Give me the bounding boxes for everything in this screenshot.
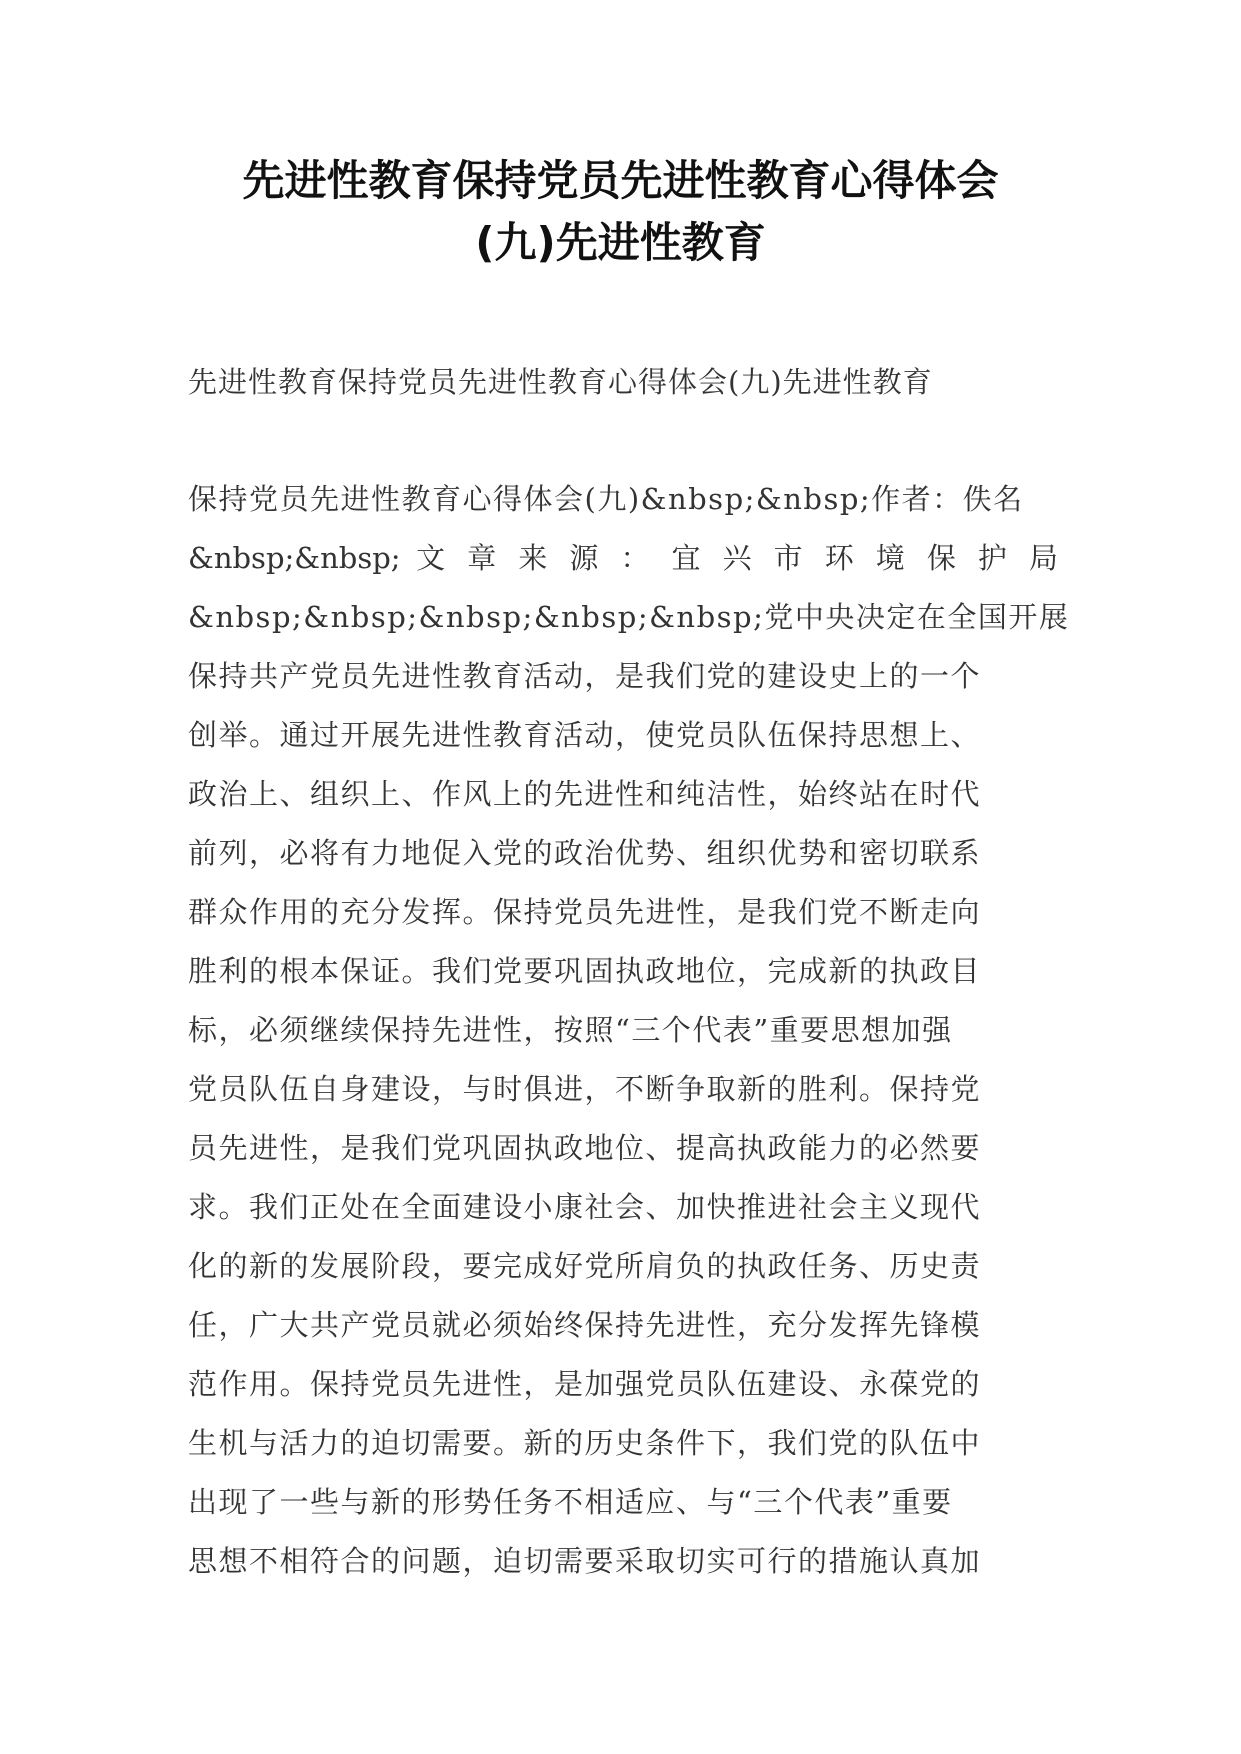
body-line: 员先进性，是我们党巩固执政地位、提高执政能力的必然要 <box>188 1131 982 1165</box>
body-line: 前列，必将有力地促入党的政治优势、组织优势和密切联系 <box>188 836 982 870</box>
body-line: 保持共产党员先进性教育活动，是我们党的建设史上的一个 <box>188 659 982 693</box>
document-title <box>120 150 1121 274</box>
body-line: 创举。通过开展先进性教育活动，使党员队伍保持思想上、 <box>188 718 982 752</box>
body-line: 政治上、组织上、作风上的先进性和纯洁性，始终站在时代 <box>188 777 982 811</box>
document-body <box>188 470 1070 1591</box>
body-line: 求。我们正处在全面建设小康社会、加快推进社会主义现代 <box>188 1190 982 1224</box>
body-line: 化的新的发展阶段，要完成好党所肩负的执政任务、历史责 <box>188 1249 982 1283</box>
body-line: 保持党员先进性教育心得体会(九)&nbsp;&nbsp;作者：佚名 <box>188 482 1024 516</box>
body-line: 范作用。保持党员先进性，是加强党员队伍建设、永葆党的 <box>188 1367 982 1401</box>
body-line: &nbsp;&nbsp;&nbsp;&nbsp;&nbsp;党中央决定在全国开展 <box>188 600 1070 634</box>
body-line: 思想不相符合的问题，迫切需要采取切实可行的措施认真加 <box>188 1544 982 1578</box>
document-subtitle: 先进性教育保持党员先进性教育心得体会(九)先进性教育 <box>188 365 933 399</box>
body-line: 出现了一些与新的形势任务不相适应、与“三个代表”重要 <box>188 1485 953 1519</box>
title-line-2: (九)先进性教育 <box>475 218 766 267</box>
body-line: 胜利的根本保证。我们党要巩固执政地位，完成新的执政目 <box>188 954 982 988</box>
body-line: 标，必须继续保持先进性，按照“三个代表”重要思想加强 <box>188 1013 953 1047</box>
body-line: 任，广大共产党员就必须始终保持先进性，充分发挥先锋模 <box>188 1308 982 1342</box>
body-line: 生机与活力的迫切需要。新的历史条件下，我们党的队伍中 <box>188 1426 982 1460</box>
body-line: &nbsp;&nbsp; 文 章 来 源 ： 宜 兴 市 环 境 保 护 局 <box>188 541 1058 575</box>
body-line: 党员队伍自身建设，与时俱进，不断争取新的胜利。保持党 <box>188 1072 982 1106</box>
body-line: 群众作用的充分发挥。保持党员先进性，是我们党不断走向 <box>188 895 982 929</box>
title-line-1: 先进性教育保持党员先进性教育心得体会 <box>242 156 999 205</box>
